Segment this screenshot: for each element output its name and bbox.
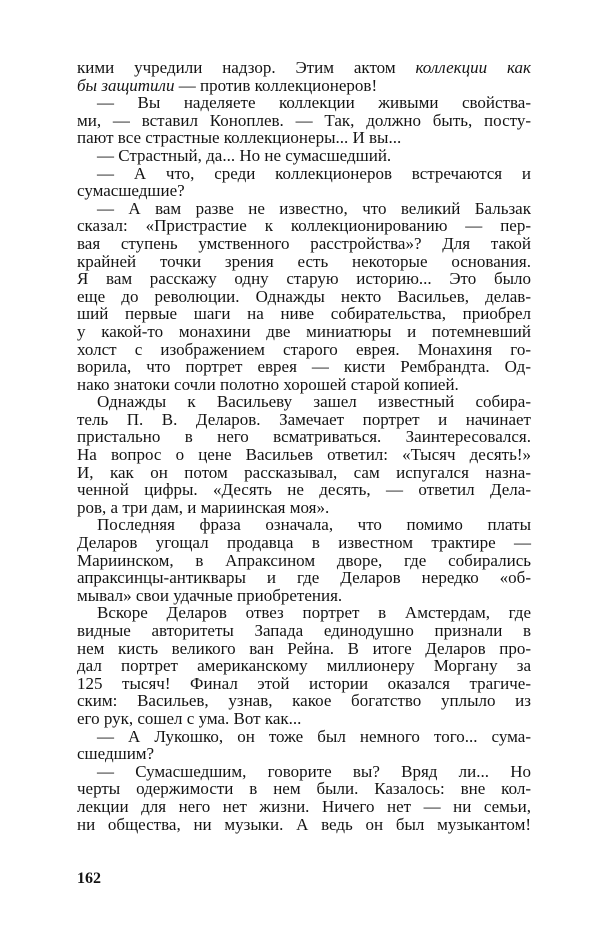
text-line xyxy=(77,59,531,77)
text-line: сказал: «Пристрастие к коллекционированию — пер- xyxy=(77,216,531,236)
text-line: — А вам разве не известно, что великий Бальзак xyxy=(97,198,531,218)
text-line: ченной цифры. «Десять не десять, — ответил Дела- xyxy=(77,480,531,500)
text-line: пают все страстные коллекционеры... И вы... xyxy=(77,128,402,148)
text-line: нако знатоки сочли полотно хорошей старой копией. xyxy=(77,374,459,394)
text-line: сумасшедшие? xyxy=(77,181,185,201)
text-line: Мариинском, в Апраксином дворе, где собирались xyxy=(77,550,531,570)
text-line: вая ступень умственного расстройства»? Для такой xyxy=(77,233,531,253)
text-line: 125 тысяч! Финал этой истории оказался трагиче- xyxy=(77,673,531,693)
text-line: холст с изображением старого еврея. Монахиня го- xyxy=(77,339,531,359)
text-line: — Вы наделяете коллекции живыми свойства- xyxy=(97,93,531,113)
text-line: — А Лукошко, он тоже был немного того... сума- xyxy=(97,726,531,746)
text-line: дал портрет американскому миллионеру Моргану за xyxy=(77,656,531,676)
text-line: тель П. В. Деларов. Замечает портрет и начинает xyxy=(77,409,531,429)
text-line: ший первые шаги на ниве собирательства, приобрел xyxy=(77,304,531,324)
text-line xyxy=(77,77,531,95)
text-line: ским: Васильев, узнав, какое богатство уплыло из xyxy=(77,691,531,711)
italic-emphasis: коллекции как xyxy=(415,58,531,77)
page-number: 162 xyxy=(77,870,101,887)
text-line: ров, а три дам, и мариинская моя». xyxy=(77,497,330,517)
text-line: ни общества, ни музыки. А ведь он был музыкантом! xyxy=(77,814,531,834)
text-line: ворила, что портрет еврея — кисти Рембрандта. Од- xyxy=(77,357,531,377)
text-line: На вопрос о цене Васильев ответил: «Тысяч десять!» xyxy=(77,445,531,465)
text-line: И, как он потом рассказывал, сам испугался назна- xyxy=(77,462,531,482)
text-line: Я вам расскажу одну старую историю... Это было xyxy=(77,269,531,289)
text-line: нем кисть великого ван Рейна. В итоге Деларов про- xyxy=(77,638,531,658)
text-line: крайней точки зрения есть некоторые основания. xyxy=(77,251,531,271)
text-line: мывал» свои удачные приобретения. xyxy=(77,585,343,605)
text-line: Вскоре Деларов отвез портрет в Амстердам, где xyxy=(97,603,531,623)
text-line: сшедшим? xyxy=(77,744,155,764)
text-line: пристально в него всматриваться. Заинтересовался. xyxy=(77,427,531,447)
text-line: ми, — вставил Коноплев. — Так, должно быть, посту- xyxy=(77,110,531,130)
text-line: лекции для него нет жизни. Ничего нет — ни семьи, xyxy=(77,796,531,816)
text-line: его рук, сошел с ума. Вот как... xyxy=(77,708,302,728)
text-line: у какой-то монахини две миниатюры и потемневший xyxy=(77,321,531,341)
text-line: Последняя фраза означала, что помимо платы xyxy=(97,515,531,535)
page-body-text xyxy=(77,59,531,833)
text-line: — Сумасшедшим, говорите вы? Вряд ли... Но xyxy=(97,761,531,781)
text-line: видные авторитеты Запада единодушно признали в xyxy=(77,621,531,640)
text-segment: кими учредили надзор. Этим актом xyxy=(77,58,416,77)
text-line: Деларов угощал продавца в известном трактире — xyxy=(77,533,531,553)
text-line: — А что, среди коллекционеров встречаются и xyxy=(97,163,531,183)
text-line: черты одержимости в нем были. Казалось: вне кол- xyxy=(77,779,531,799)
text-line: — Страстный, да... Но не сумасшедший. xyxy=(97,145,392,165)
text-line: еще до революции. Однажды некто Васильев, делав- xyxy=(77,286,531,306)
text-segment: — против коллекционеров! xyxy=(174,75,378,95)
text-line: Однажды к Васильеву зашел известный собира- xyxy=(97,392,531,412)
text-line: апраксинцы-антиквары и где Деларов нередко «об- xyxy=(77,568,531,588)
italic-emphasis: бы защитили xyxy=(77,75,175,95)
